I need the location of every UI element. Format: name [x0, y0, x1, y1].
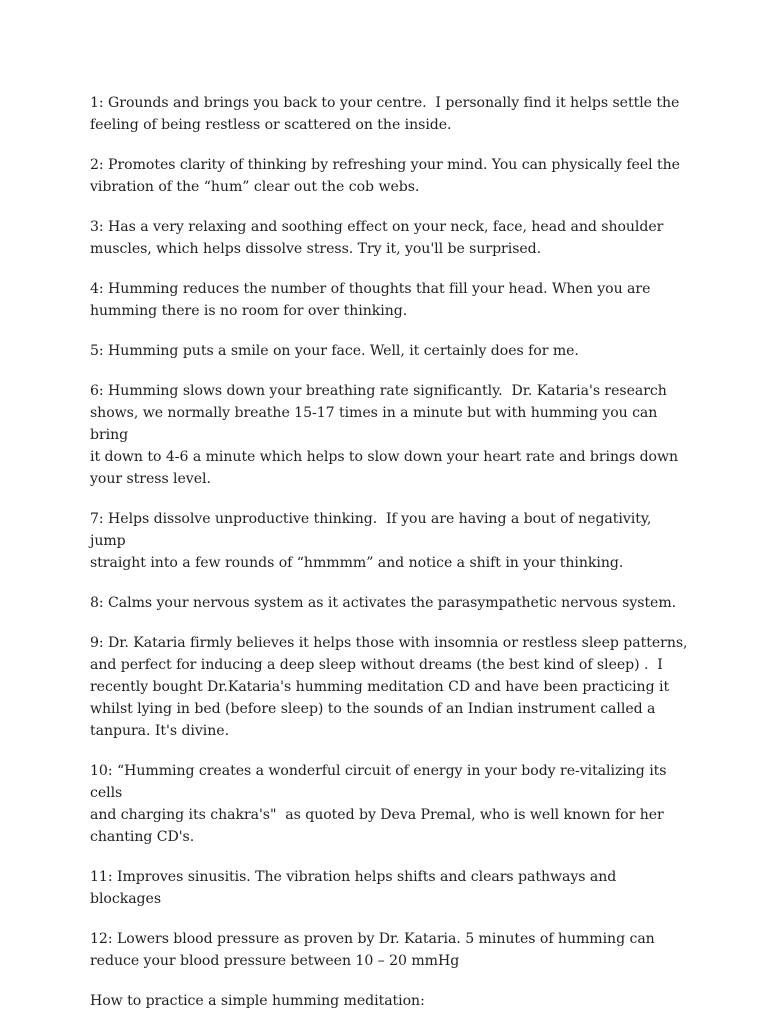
paragraph-benefit-5: 5: Humming puts a smile on your face. Well, it certainly does for me. — [90, 343, 579, 359]
paragraph-benefit-10: 10: “Humming creates a wonderful circuit of energy in your body re-vitalizing its cells and charging its chakra's" as quoted by Deva Premal, who is well known for her chanting CD's. — [90, 763, 667, 845]
paragraph-benefit-4: 4: Humming reduces the number of thoughts that fill your head. When you are humming there is no room for over thinking. — [90, 281, 651, 319]
paragraph-benefit-11: 11: Improves sinusitis. The vibration helps shifts and clears pathways and blockages — [90, 869, 621, 907]
paragraph-benefit-3: 3: Has a very relaxing and soothing effect on your neck, face, head and shoulder muscles, which helps dissolve stress. Try it, you'll be surprised. — [90, 219, 664, 257]
paragraph-benefit-6: 6: Humming slows down your breathing rate significantly. Dr. Kataria's research shows, we normally breathe 15-17 times in a minute but with humming you can bring it down to 4-6 a minute which helps to slow down your heart rate and brings down your stress level. — [90, 383, 679, 487]
paragraph-benefit-12: 12: Lowers blood pressure as proven by Dr. Kataria. 5 minutes of humming can reduce your blood pressure between 10 – 20 mmHg — [90, 931, 655, 969]
paragraph-benefit-7: 7: Helps dissolve unproductive thinking. If you are having a bout of negativity, jump straight into a few rounds of “hmmmm” and notice a shift in your thinking. — [90, 511, 652, 571]
paragraph-benefit-1: 1: Grounds and brings you back to your centre. I personally find it helps settle the feeling of being restless or scattered on the inside. — [90, 95, 680, 133]
document-body — [90, 92, 690, 1030]
paragraph-benefit-9: 9: Dr. Kataria firmly believes it helps those with insomnia or restless sleep patterns, and perfect for inducing a deep sleep without dreams (the best kind of sleep) . I recently bought Dr.Kataria's humming meditation CD and have been practicing it whilst lying in bed (before sleep) to the sounds of an Indian instrument called a tanpura. It's divine. — [90, 635, 688, 739]
paragraph-benefit-8: 8: Calms your nervous system as it activates the parasympathetic nervous system. — [90, 595, 677, 611]
paragraph-benefit-2: 2: Promotes clarity of thinking by refreshing your mind. You can physically feel the vibration of the “hum” clear out the cob webs. — [90, 157, 680, 195]
paragraph-practice-heading: How to practice a simple humming meditation: — [90, 993, 425, 1009]
